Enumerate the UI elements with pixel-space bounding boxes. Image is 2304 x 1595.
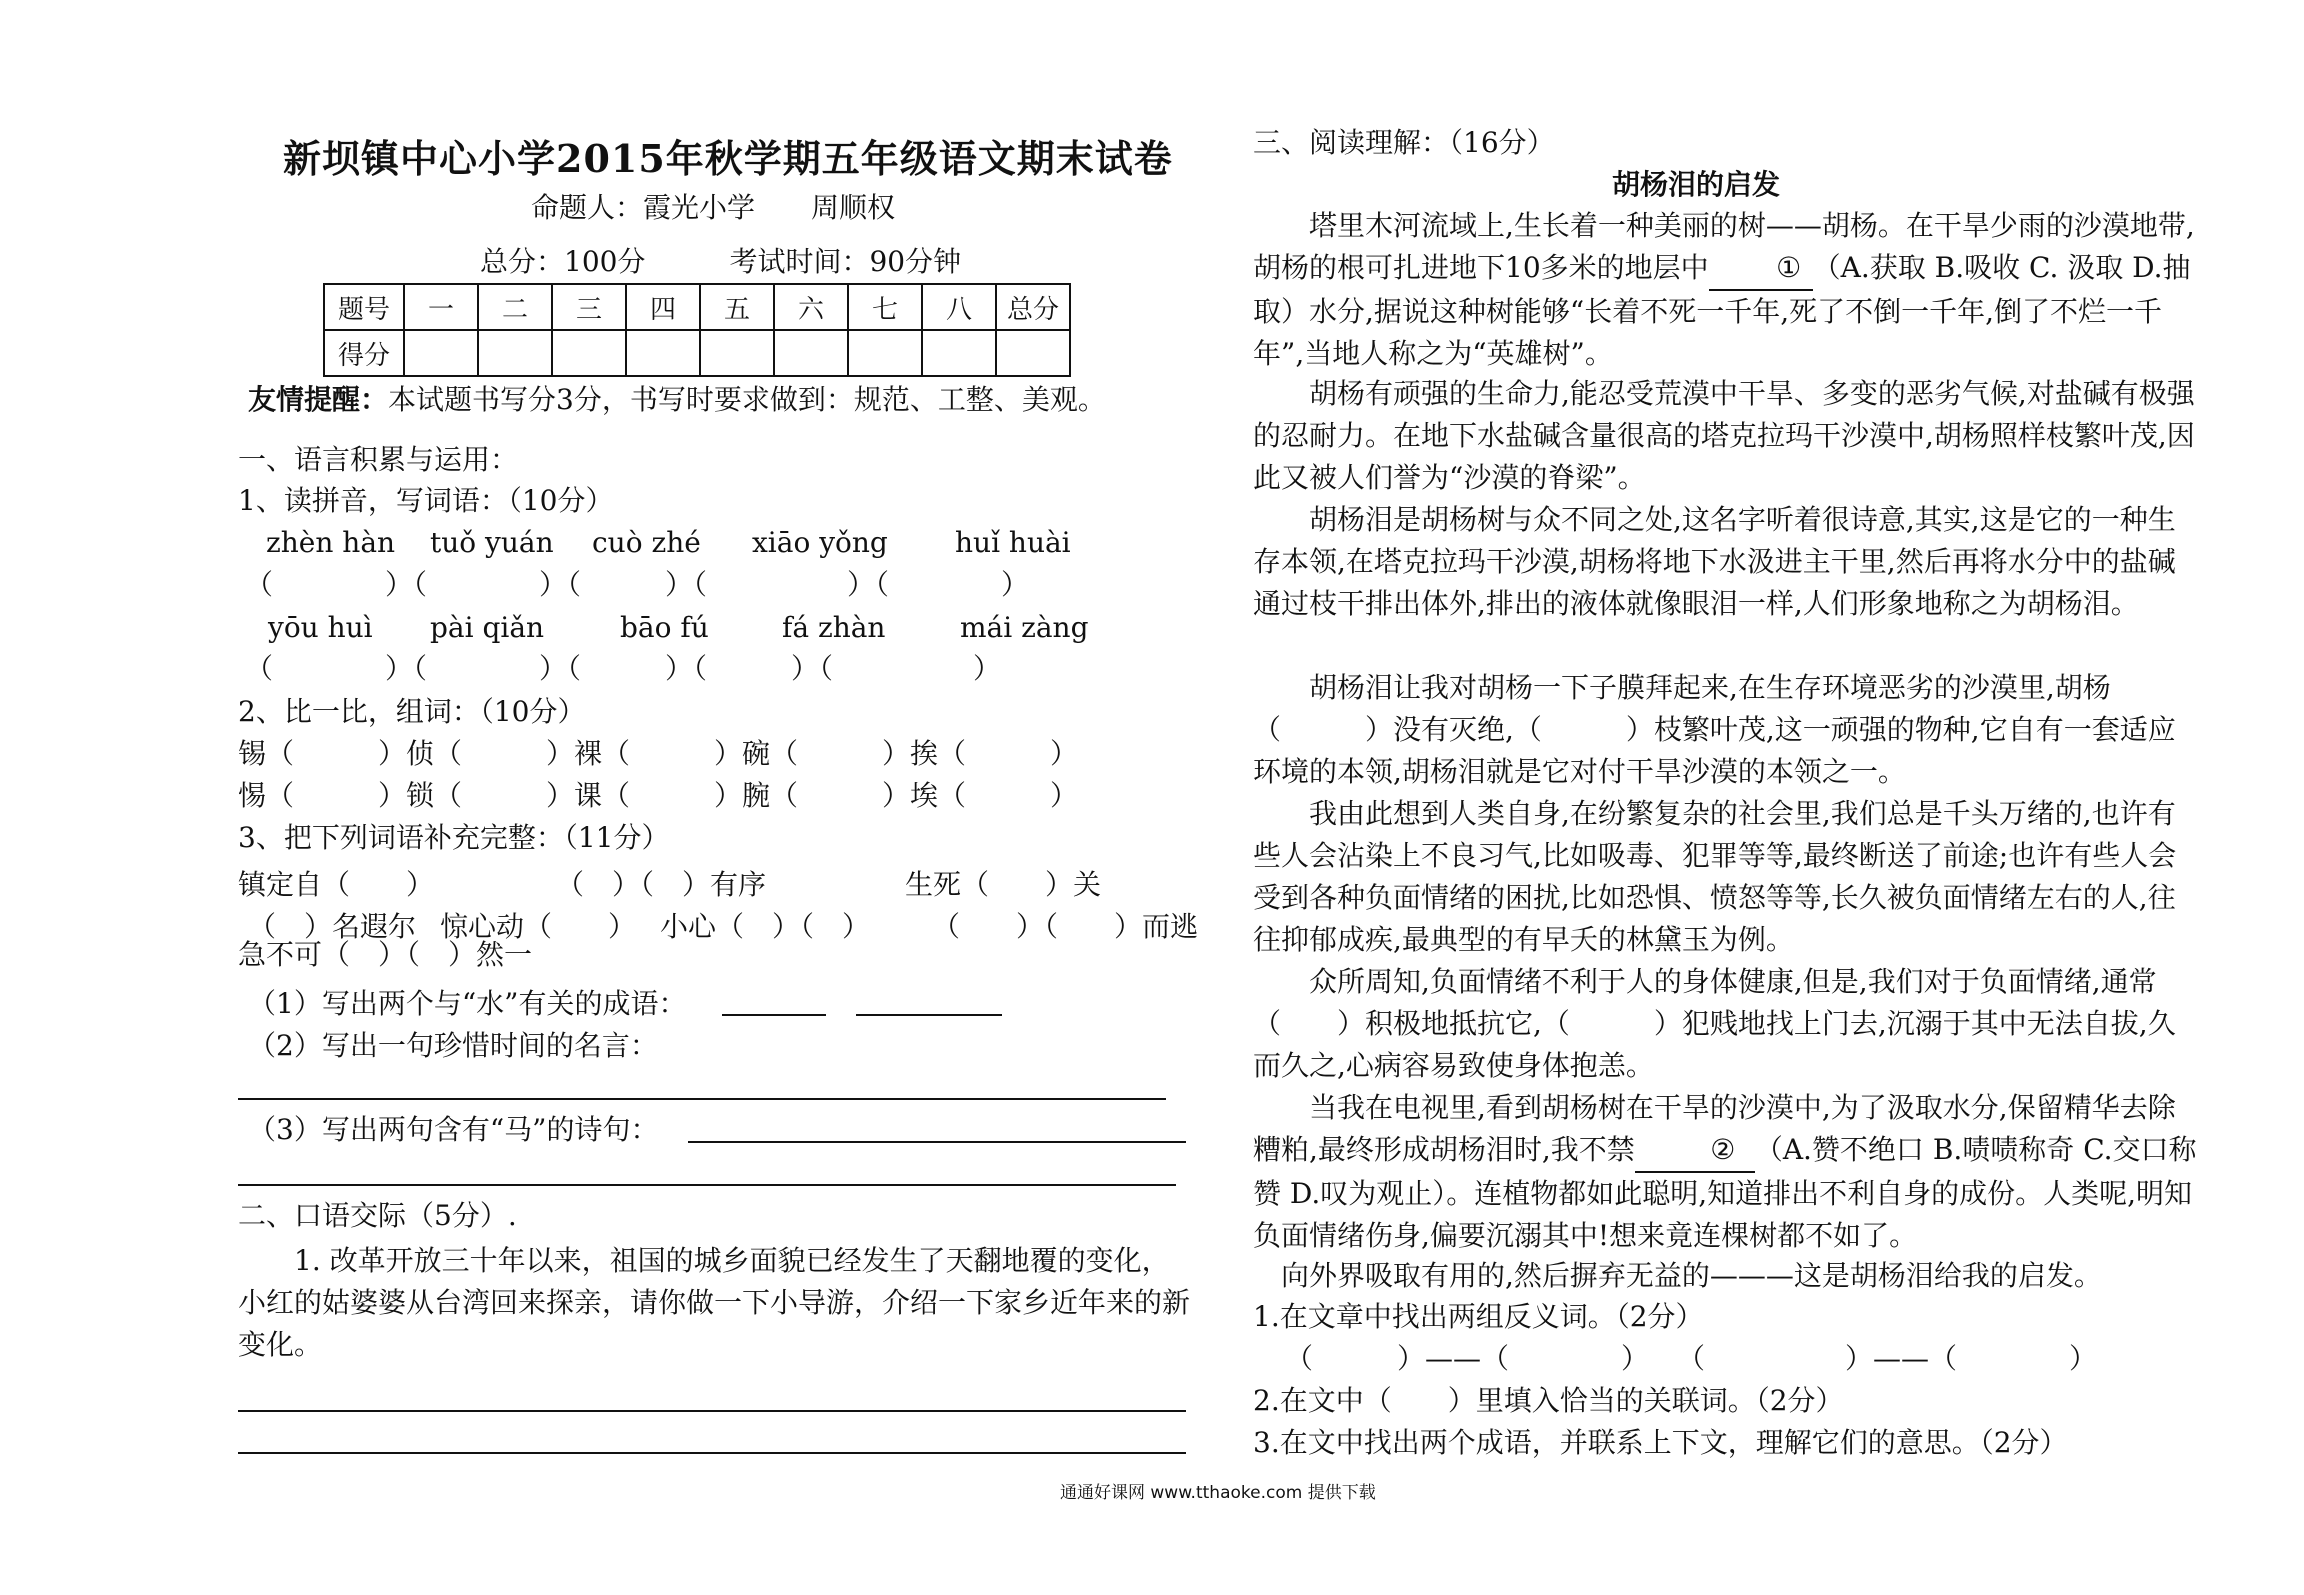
- score-cell: 得分: [324, 330, 404, 376]
- score-input[interactable]: [552, 330, 626, 376]
- reminder: [248, 385, 1106, 415]
- pinyin-item: huǐ huài: [955, 526, 1071, 559]
- answer-brackets[interactable]: （ ）（ ）（ ）（ ）（ ）: [245, 568, 1030, 601]
- p7-text-a: 当我在电视里,看到胡杨树在干旱的沙漠中,为了汲取水分,保留精华去除糟粕,最终形成胡杨泪时,我不禁: [1253, 1091, 2176, 1166]
- reading-question-2: 2.在文中（ ）里填入恰当的关联词。（2分）: [1253, 1384, 1844, 1417]
- pinyin-item: yōu huì: [268, 611, 373, 644]
- answer-line[interactable]: [238, 1184, 1176, 1186]
- idiom-blank[interactable]: 生死（ ）关: [905, 868, 1102, 901]
- score-table: [323, 283, 1071, 377]
- exam-info: 总分：100分 考试时间：90分钟: [480, 245, 962, 278]
- answer-line[interactable]: [722, 1014, 826, 1016]
- score-input[interactable]: [478, 330, 552, 376]
- passage-paragraph-5: 我由此想到人类自身,在纷繁复杂的社会里,我们总是千头万绪的,也许有些人会沾染上不良习气,比如吸毒、犯罪等等,最终断送了前途;也许有些人会受到各种负面情绪的困扰,比如恐惧、愤怒等等,长久被负面情绪左右的人,往往抑郁成疾,最典型的有早夭的林黛玉为例。: [1253, 797, 2177, 956]
- answer-line[interactable]: [856, 1014, 1002, 1016]
- idiom-blank[interactable]: （ ）名遐尔: [248, 910, 417, 943]
- passage-paragraph-4: 胡杨泪让我对胡杨一下子膜拜起来,在生存环境恶劣的沙漠里,胡杨（ ）没有灭绝,（ ）枝繁叶茂,这一顽强的物种,它自有一套适应环境的本领,胡杨泪就是它对付干旱沙漠的本领之一。: [1253, 671, 2176, 788]
- compare-row[interactable]: 锡（ ）侦（ ）裸（ ）碗（ ）挨（ ）: [238, 737, 1079, 770]
- score-cell: 七: [848, 284, 922, 330]
- idiom-blank[interactable]: 小心（ ）（ ）: [660, 910, 871, 943]
- passage-paragraph-3: 胡杨泪是胡杨树与众不同之处,这名字听着很诗意,其实,这是它的一种生存本领,在塔克拉玛干沙漠,胡杨将地下水汲进主干里,然后再将水分中的盐碱通过枝干排出体外,排出的液体就像眼泪一样,人们形象地称之为胡杨泪。: [1253, 503, 2176, 620]
- answer-line[interactable]: [238, 1410, 1186, 1412]
- pinyin-item: mái zàng: [960, 611, 1089, 644]
- idiom-blank[interactable]: （ ）（ ）有序: [556, 868, 767, 901]
- author-line: 命题人：霞光小学 周顺权: [531, 191, 896, 224]
- score-cell: 题号: [324, 284, 404, 330]
- sub-question-3: （3）写出两句含有“马”的诗句：: [248, 1113, 659, 1146]
- reading-question-3: 3.在文中找出两个成语，并联系上下文，理解它们的意思。（2分）: [1253, 1426, 2068, 1459]
- pinyin-item: pài qiǎn: [430, 611, 545, 644]
- idiom-blank[interactable]: （ ）（ ）而逃: [932, 910, 1199, 943]
- pinyin-item: xiāo yǒng: [752, 526, 888, 559]
- passage-paragraph-6: 众所周知,负面情绪不利于人的身体健康,但是,我们对于负面情绪,通常（ ）积极地抵抗它,（ ）犯贱地找上门去,沉溺于其中无法自拔,久而久之,心病容易致使身体抱恙。: [1253, 965, 2176, 1082]
- score-input[interactable]: [404, 330, 478, 376]
- section3-heading: 三、阅读理解：（16分）: [1253, 126, 1555, 159]
- q1-title: 1、读拼音，写词语：（10分）: [238, 484, 614, 517]
- idiom-blank[interactable]: 镇定自（ ）: [238, 868, 435, 901]
- score-input[interactable]: [996, 330, 1070, 376]
- page-title: 新坝镇中心小学2015年秋学期五年级语文期末试卷: [283, 136, 1173, 181]
- answer-line[interactable]: [688, 1141, 1186, 1143]
- score-cell: 五: [700, 284, 774, 330]
- sub-question-2: （2）写出一句珍惜时间的名言：: [248, 1029, 658, 1062]
- score-cell: 三: [552, 284, 626, 330]
- pinyin-item: cuò zhé: [592, 526, 701, 559]
- fill-blank-1[interactable]: ①: [1709, 247, 1813, 291]
- reminder-label: 友情提醒：: [248, 383, 389, 416]
- passage-paragraph-2: 胡杨有顽强的生命力,能忍受荒漠中干旱、多变的恶劣气候,对盐碱有极强的忍耐力。在地下水盐碱含量很高的塔克拉玛干沙漠中,胡杨照样枝繁叶茂,因此又被人们誉为“沙漠的脊梁”。: [1253, 377, 2195, 494]
- section2-text: 1. 改革开放三十年以来，祖国的城乡面貌已经发生了天翻地覆的变化，小红的姑婆婆从台湾回来探亲，请你做一下小导游，介绍一下家乡近年来的新变化。: [238, 1244, 1191, 1361]
- section1-heading: 一、语言积累与运用：: [238, 443, 519, 476]
- answer-brackets[interactable]: （ ）（ ）（ ）（ ）（ ）: [245, 652, 1002, 685]
- score-cell: 八: [922, 284, 996, 330]
- answer-line[interactable]: [238, 1098, 1166, 1100]
- pinyin-item: zhèn hàn: [266, 526, 396, 559]
- idiom-blank[interactable]: 急不可（ ）（ ）然一: [238, 938, 533, 971]
- passage-title: 胡杨泪的启发: [1612, 168, 1781, 201]
- p1-text-a: 塔里木河流域上,生长着一种美丽的树——胡杨。在干旱少雨的沙漠地带,胡杨的根可扎进地下10多米的地层中: [1253, 209, 2195, 284]
- sub-question-1: （1）写出两个与“水”有关的成语：: [248, 987, 687, 1020]
- score-cell: 总分: [996, 284, 1070, 330]
- compare-row[interactable]: 惕（ ）锁（ ）课（ ）腕（ ）埃（ ）: [238, 779, 1079, 812]
- passage-paragraph-8: 向外界吸取有用的,然后摒弃无益的———这是胡杨泪给我的启发。: [1281, 1259, 2102, 1292]
- score-cell: 二: [478, 284, 552, 330]
- score-cell: 四: [626, 284, 700, 330]
- footer-credit: 通通好课网 www.tthaoke.com 提供下载: [1060, 1483, 1376, 1503]
- section2-heading: 二、口语交际（5分）.: [238, 1199, 517, 1232]
- score-input[interactable]: [626, 330, 700, 376]
- q2-title: 2、比一比，组词：（10分）: [238, 695, 586, 728]
- pinyin-item: fá zhàn: [782, 611, 886, 644]
- p7-text-b: （A.赞不绝口 B.啧啧称奇 C.交口称赞 D.叹为观止）。连植物都如此聪明,知道排出不利自身的成份。人类呢,明知负面情绪伤身,偏要沉溺其中!想来竟连棵树都不如了。: [1253, 1133, 2197, 1252]
- score-cell: 六: [774, 284, 848, 330]
- score-cell: 一: [404, 284, 478, 330]
- score-header-row: [324, 284, 1070, 330]
- fill-blank-2[interactable]: ②: [1635, 1129, 1755, 1173]
- score-value-row: [324, 330, 1070, 376]
- antonym-blanks[interactable]: （ ）——（ ） （ ）——（ ）: [1285, 1342, 2098, 1375]
- score-input[interactable]: [700, 330, 774, 376]
- q3-title: 3、把下列词语补充完整：（11分）: [238, 821, 670, 854]
- answer-line[interactable]: [238, 1452, 1186, 1454]
- passage-paragraph-7: [1253, 1087, 2201, 1257]
- score-input[interactable]: [922, 330, 996, 376]
- score-input[interactable]: [848, 330, 922, 376]
- p1-text-b: （A.获取 B.吸收 C. 汲取 D.抽取）水分,据说这种树能够“长着不死一千年,死了不倒一千年,倒了不烂一千年”,当地人称之为“英雄树”。: [1253, 251, 2191, 370]
- pinyin-item: bāo fú: [620, 611, 709, 644]
- pinyin-item: tuǒ yuán: [430, 526, 554, 559]
- reminder-text: 本试题书写分3分，书写时要求做到：规范、工整、美观。: [388, 383, 1106, 416]
- reading-question-1: 1.在文章中找出两组反义词。（2分）: [1253, 1300, 1704, 1333]
- score-input[interactable]: [774, 330, 848, 376]
- idiom-blank[interactable]: 惊心动（ ）: [440, 910, 637, 943]
- passage-paragraph-1: [1253, 205, 2201, 375]
